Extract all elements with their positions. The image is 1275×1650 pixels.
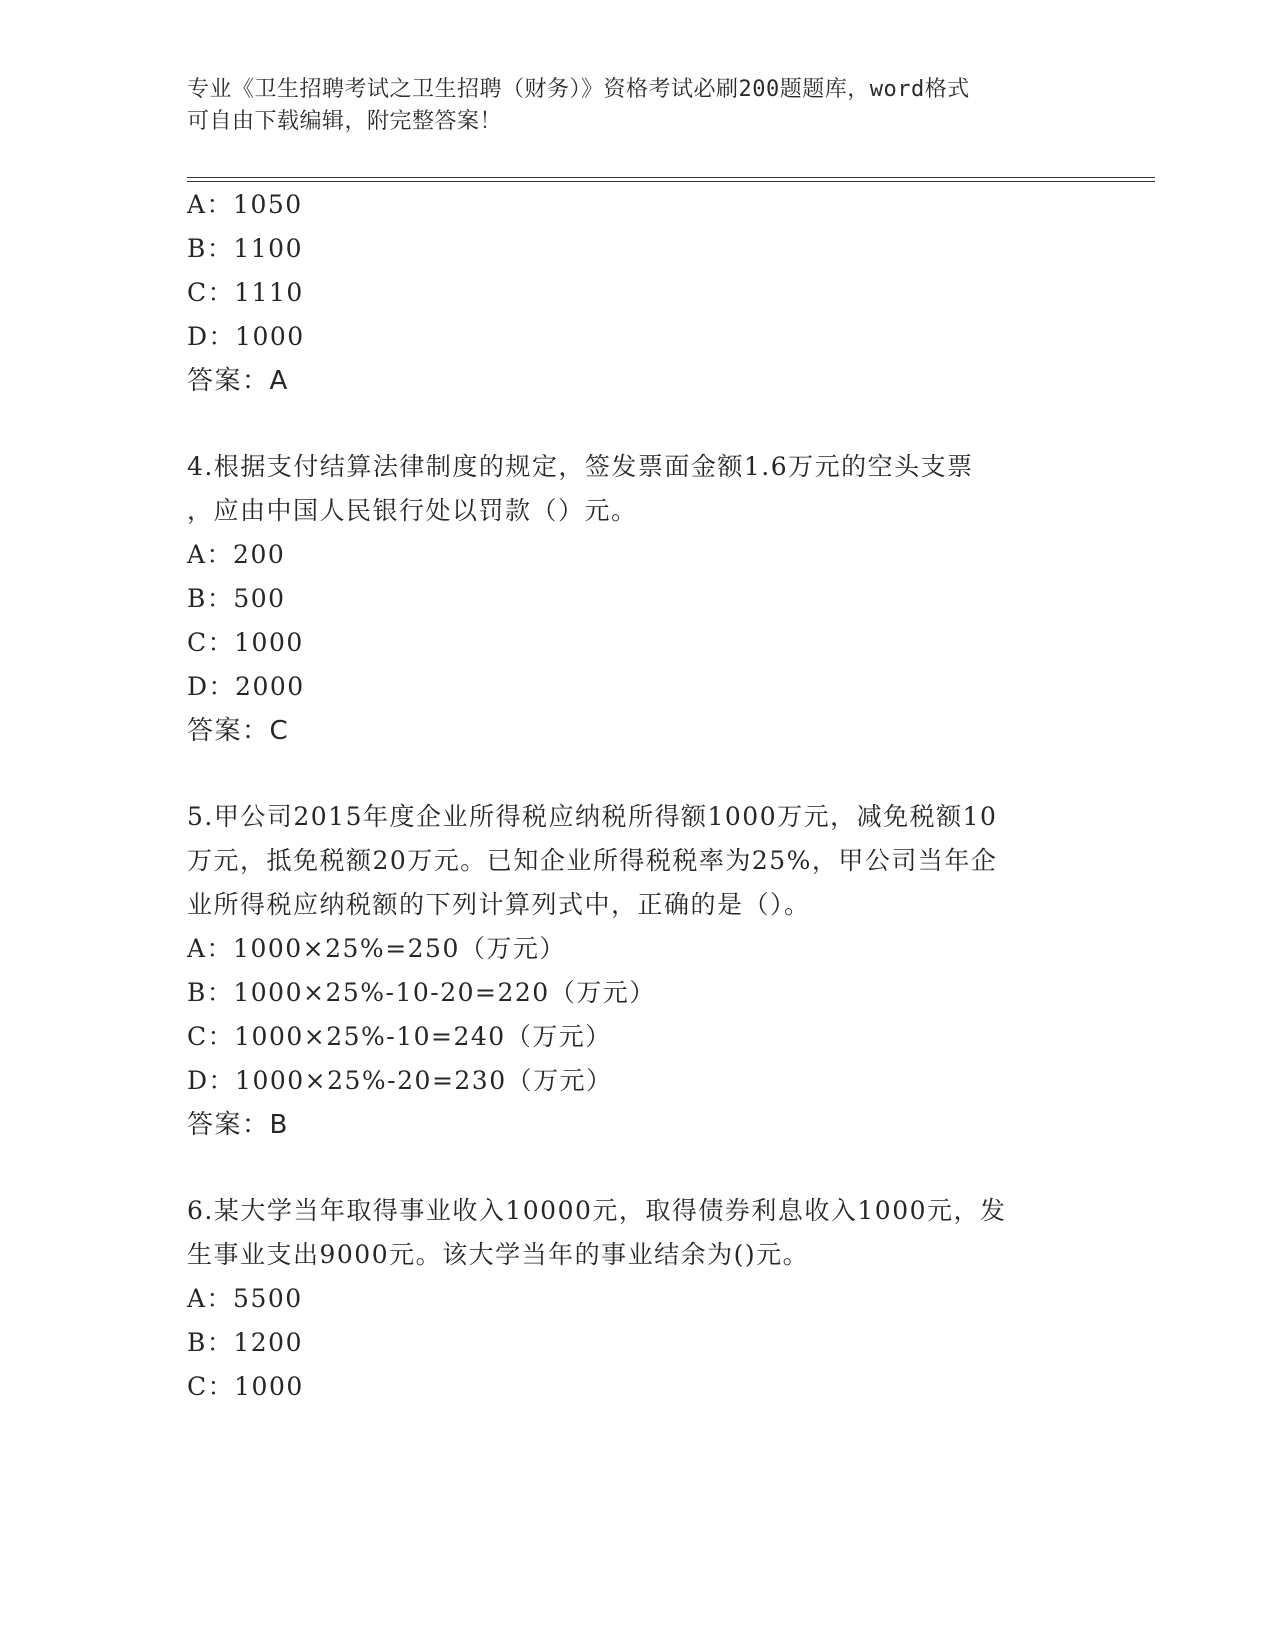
q4-stem-line-2: ，应由中国人民银行处以罚款（）元。 <box>187 496 638 525</box>
q4-option-d: D：2000 <box>187 672 305 701</box>
q4-option-c: C：1000 <box>187 628 304 657</box>
q6-stem-line-2: 生事业支出9000元。该大学当年的事业结余为()元。 <box>187 1240 810 1269</box>
q3-answer: 答案：A <box>187 366 289 396</box>
q4-option-a: A：200 <box>187 540 286 569</box>
q6-option-a: A：5500 <box>187 1284 303 1313</box>
q5-option-a: A：1000×25%=250（万元） <box>187 934 566 963</box>
q6-stem-line-1: 6.某大学当年取得事业收入10000元，取得债券利息收入1000元，发 <box>187 1196 1007 1225</box>
q3-option-c: C：1110 <box>187 278 304 307</box>
q3-option-d: D：1000 <box>187 322 305 351</box>
q5-stem-line-2: 万元，抵免税额20万元。已知企业所得税税率为25%，甲公司当年企 <box>187 846 998 875</box>
q3-option-b: B：1100 <box>187 234 303 263</box>
q4-stem-line-1: 4.根据支付结算法律制度的规定，签发票面金额1.6万元的空头支票 <box>187 452 974 481</box>
q5-stem-line-1: 5.甲公司2015年度企业所得税应纳税所得额1000万元，减免税额10 <box>187 802 998 831</box>
q5-option-b: B：1000×25%-10-20=220（万元） <box>187 978 656 1007</box>
q4-answer: 答案：C <box>187 716 290 746</box>
header-divider-bottom <box>187 181 1155 182</box>
header-title-line-2: 可自由下载编辑，附完整答案！ <box>187 109 503 134</box>
q5-stem-line-3: 业所得税应纳税额的下列计算列式中，正确的是（）。 <box>187 890 811 919</box>
q5-answer: 答案：B <box>187 1110 289 1140</box>
q4-option-b: B：500 <box>187 584 286 613</box>
q6-option-b: B：1200 <box>187 1328 303 1357</box>
q5-option-d: D：1000×25%-20=230（万元） <box>187 1066 613 1095</box>
page-header <box>187 74 1067 138</box>
header-divider-top <box>187 177 1155 178</box>
q6-option-c: C：1000 <box>187 1372 304 1401</box>
header-title-line-1: 专业《卫生招聘考试之卫生招聘（财务）》资格考试必刷200题题库，word格式 <box>187 77 970 102</box>
q5-option-c: C：1000×25%-10=240（万元） <box>187 1022 612 1051</box>
q3-option-a: A：1050 <box>187 190 303 219</box>
